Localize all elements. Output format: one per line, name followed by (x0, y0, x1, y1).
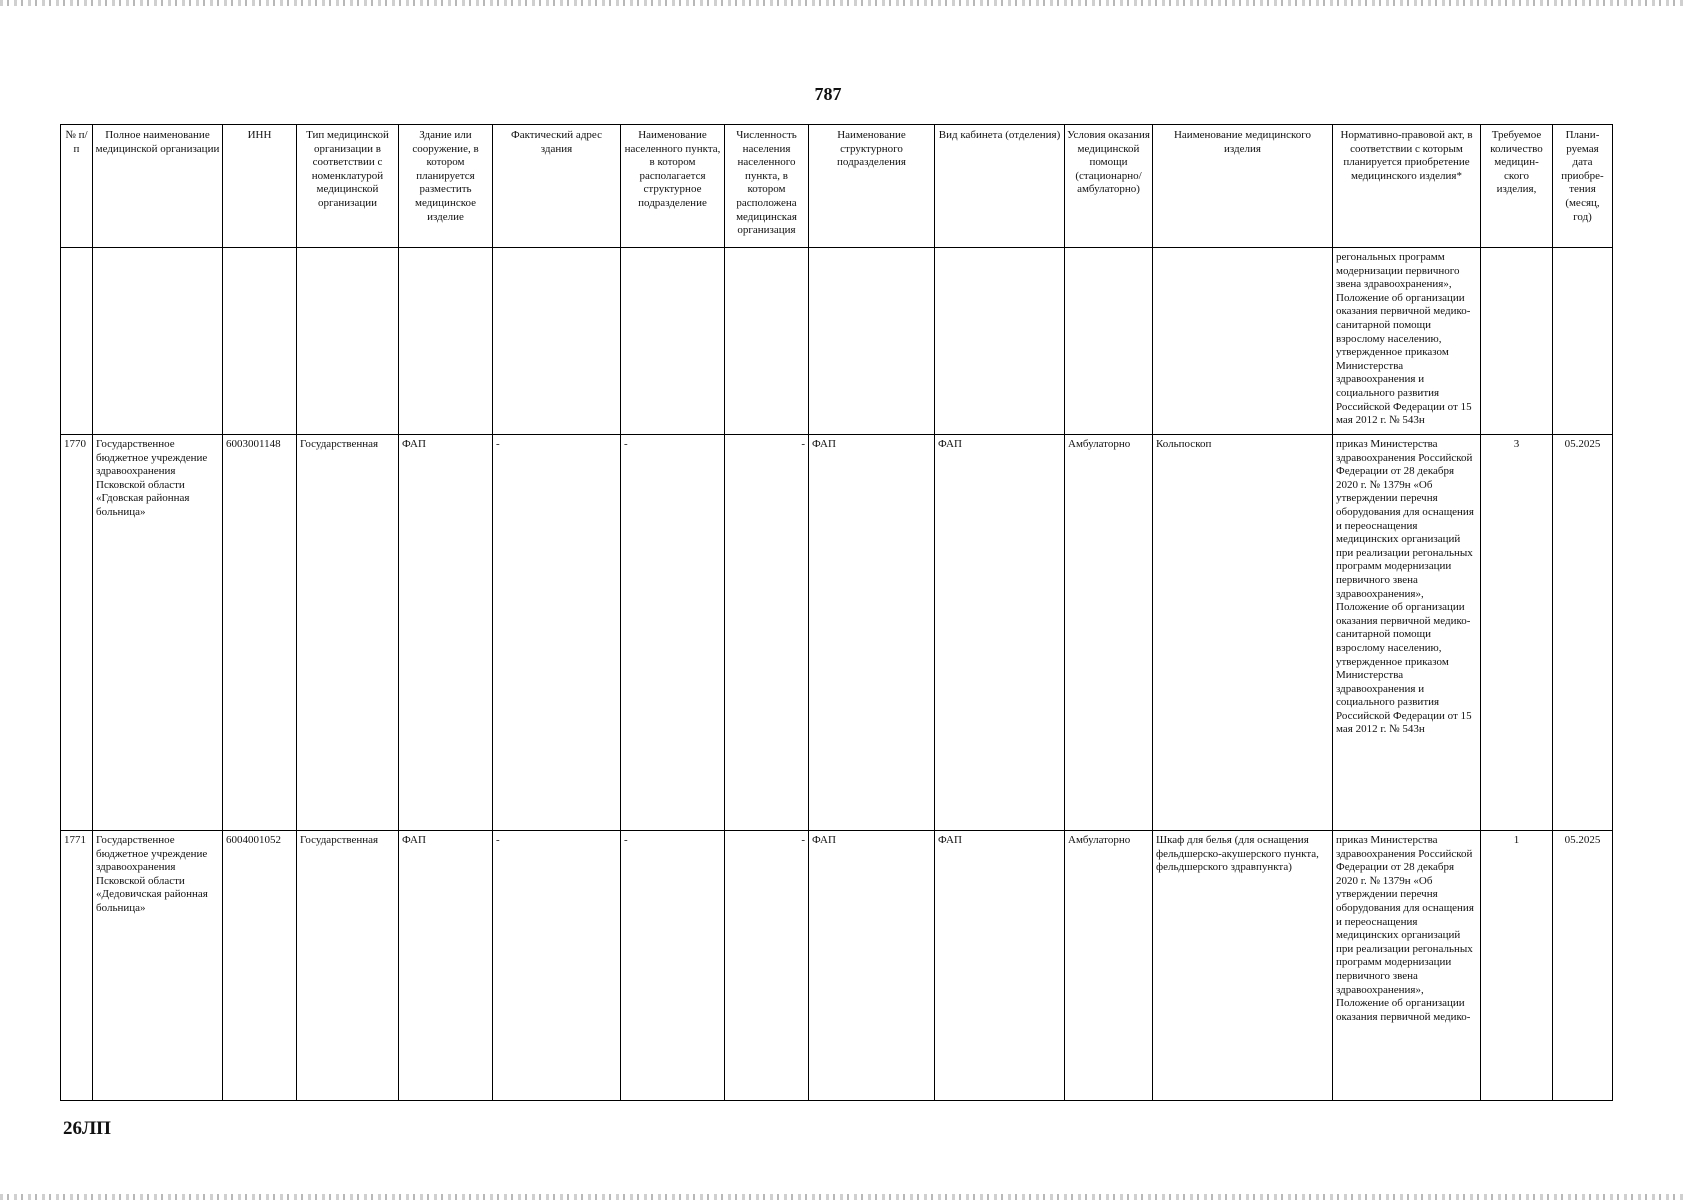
header-conditions: Условия оказания медицинской помощи (стационарно/ амбулаторно) (1065, 125, 1153, 248)
cell-empty (1065, 248, 1153, 435)
cell-empty (725, 248, 809, 435)
header-settlement: Наименование населенного пункта, в котором располагается структурное подразделение (621, 125, 725, 248)
cell-cabinet: ФАП (935, 435, 1065, 831)
header-quantity: Требуемое количество медицин-ского изделия, (1481, 125, 1553, 248)
table-header-row (61, 125, 1613, 248)
header-org-type: Тип медицинской организации в соответствии с номенклатурой медицинской организации (297, 125, 399, 248)
header-device: Наименование медицинского изделия (1153, 125, 1333, 248)
cell-building: ФАП (399, 435, 493, 831)
header-population: Численность населения населенного пункта, в котором расположена медицинская организация (725, 125, 809, 248)
cell-device: Шкаф для белья (для оснащения фельдшерско-акушерского пункта, фельдшерского здравпункта) (1153, 831, 1333, 1101)
cell-date: 05.2025 (1553, 435, 1613, 831)
cell-population: - (725, 831, 809, 1101)
cell-quantity: 1 (1481, 831, 1553, 1101)
cell-population: - (725, 435, 809, 831)
table-row (61, 831, 1613, 1101)
cell-org-type: Государственная (297, 435, 399, 831)
cell-legal-act: приказ Министерства здравоохранения Российской Федерации от 28 декабря 2020 г. № 1379н «Об утверждении перечня оборудования для оснащения и переоснащения медицинских организаций при реализации регональных программ модернизации первичного звена здравоохранения», Положение об организации оказания первичной медико-санитарной помощи взрослому населению, утвержденное приказом Министерства здравоохранения и социального развития Российской Федерации от 15 мая 2012 г. № 543н (1333, 435, 1481, 831)
cell-empty (93, 248, 223, 435)
header-num: № п/п (61, 125, 93, 248)
header-inn: ИНН (223, 125, 297, 248)
cell-quantity: 3 (1481, 435, 1553, 831)
header-building: Здание или сооружение, в котором планируется разместить медицинское изделие (399, 125, 493, 248)
cell-conditions: Амбулаторно (1065, 435, 1153, 831)
cell-empty (297, 248, 399, 435)
cell-inn: 6003001148 (223, 435, 297, 831)
footer-code: 26ЛП (63, 1118, 111, 1139)
scan-edge-bottom (0, 1194, 1686, 1200)
cell-empty (399, 248, 493, 435)
header-legal-act: Нормативно-правовой акт, в соответствии с которым планируется приобретение медицинского изделия* (1333, 125, 1481, 248)
cell-org-name: Государственное бюджетное учреждение здравоохранения Псковской области «Дедовичская районная больница» (93, 831, 223, 1101)
header-address: Фактический адрес здания (493, 125, 621, 248)
cell-empty (1153, 248, 1333, 435)
scan-edge-top (0, 0, 1686, 6)
header-unit: Наименование структурного подразделения (809, 125, 935, 248)
cell-org-type: Государственная (297, 831, 399, 1101)
cell-empty (61, 248, 93, 435)
cell-empty (1481, 248, 1553, 435)
cell-device: Кольпоскоп (1153, 435, 1333, 831)
equipment-table (60, 124, 1613, 1101)
cell-legal-act: приказ Министерства здравоохранения Российской Федерации от 28 декабря 2020 г. № 1379н «Об утверждении перечня оборудования для оснащения и переоснащения медицинских организаций при реализации регональных программ модернизации первичного звена здравоохранения», Положение об организации оказания первичной медико- (1333, 831, 1481, 1101)
cell-inn: 6004001052 (223, 831, 297, 1101)
cell-empty (935, 248, 1065, 435)
cell-conditions: Амбулаторно (1065, 831, 1153, 1101)
cell-empty (223, 248, 297, 435)
cell-date: 05.2025 (1553, 831, 1613, 1101)
cell-num: 1771 (61, 831, 93, 1101)
cell-legal-act: регональных программ модернизации первичного звена здравоохранения», Положение об организации оказания первичной медико-санитарной помощи взрослому населению, утвержденное приказом Министерства здравоохранения и социального развития Российской Федерации от 15 мая 2012 г. № 543н (1333, 248, 1481, 435)
cell-unit: ФАП (809, 435, 935, 831)
page-number: 787 (814, 84, 842, 104)
cell-building: ФАП (399, 831, 493, 1101)
header-cabinet: Вид кабинета (отделения) (935, 125, 1065, 248)
cell-address: - (493, 435, 621, 831)
table-row (61, 435, 1613, 831)
cell-settlement: - (621, 435, 725, 831)
header-date: Плани-руемая дата приобре-тения (месяц, год) (1553, 125, 1613, 248)
cell-address: - (493, 831, 621, 1101)
cell-settlement: - (621, 831, 725, 1101)
cell-empty (809, 248, 935, 435)
header-org-name: Полное наименование медицинской организации (93, 125, 223, 248)
cell-empty (493, 248, 621, 435)
cell-empty (1553, 248, 1613, 435)
cell-num: 1770 (61, 435, 93, 831)
cell-cabinet: ФАП (935, 831, 1065, 1101)
cell-empty (621, 248, 725, 435)
table-row-continuation (61, 248, 1613, 435)
cell-org-name: Государственное бюджетное учреждение здравоохранения Псковской области «Гдовская районная больница» (93, 435, 223, 831)
cell-unit: ФАП (809, 831, 935, 1101)
